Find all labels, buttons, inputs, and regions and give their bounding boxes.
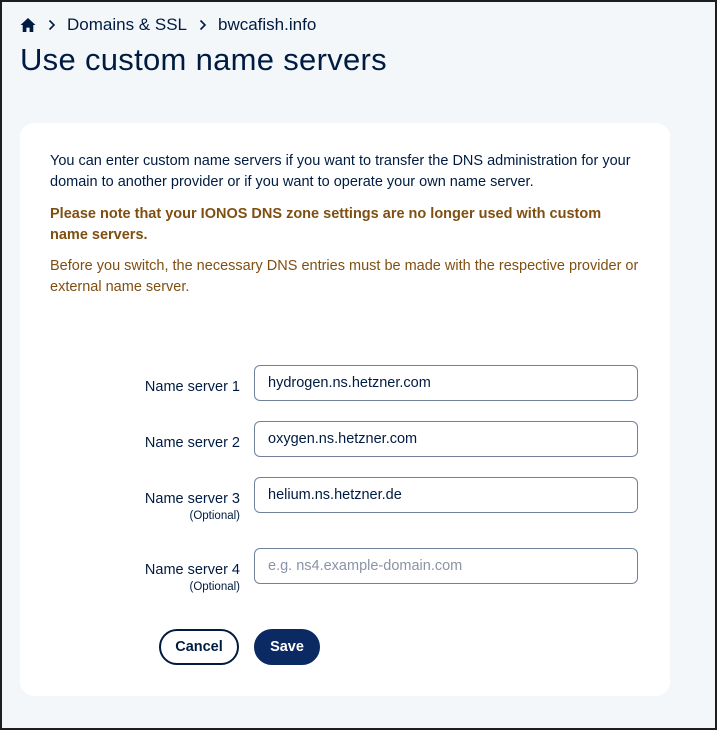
page-title: Use custom name servers (20, 42, 387, 77)
name-server-4-optional: (Optional) (189, 581, 240, 593)
cancel-button[interactable]: Cancel (159, 629, 239, 665)
intro-text: You can enter custom name servers if you want to transfer the DNS administration for your domain to another provider or if you want to operate your own name server. (50, 153, 631, 190)
chevron-right-icon (46, 19, 58, 31)
name-server-2-row (20, 421, 670, 457)
name-server-3-input[interactable] (254, 477, 638, 513)
breadcrumb (20, 14, 316, 36)
name-server-1-input[interactable] (254, 365, 638, 401)
warning-note: Before you switch, the necessary DNS entries must be made with the respective provider or external name server. (50, 258, 639, 295)
name-server-3-row (20, 477, 670, 522)
name-server-4-row (20, 548, 670, 593)
name-server-3-label: Name server 3 (144, 491, 240, 507)
warning-note-bold: Please note that your IONOS DNS zone settings are no longer used with custom name servers. (50, 206, 602, 243)
name-server-1-label: Name server 1 (144, 379, 240, 395)
name-server-card (20, 123, 670, 696)
name-server-4-input[interactable] (254, 548, 638, 584)
chevron-right-icon (197, 19, 209, 31)
home-icon[interactable] (20, 17, 36, 33)
name-server-4-label: Name server 4 (144, 562, 240, 578)
breadcrumb-domain[interactable]: bwcafish.info (218, 15, 317, 34)
save-button[interactable]: Save (254, 629, 320, 665)
name-server-3-optional: (Optional) (189, 510, 240, 522)
breadcrumb-domains-ssl[interactable]: Domains & SSL (67, 15, 187, 34)
name-server-2-label: Name server 2 (144, 435, 240, 451)
name-server-2-input[interactable] (254, 421, 638, 457)
name-server-1-row (20, 365, 670, 401)
